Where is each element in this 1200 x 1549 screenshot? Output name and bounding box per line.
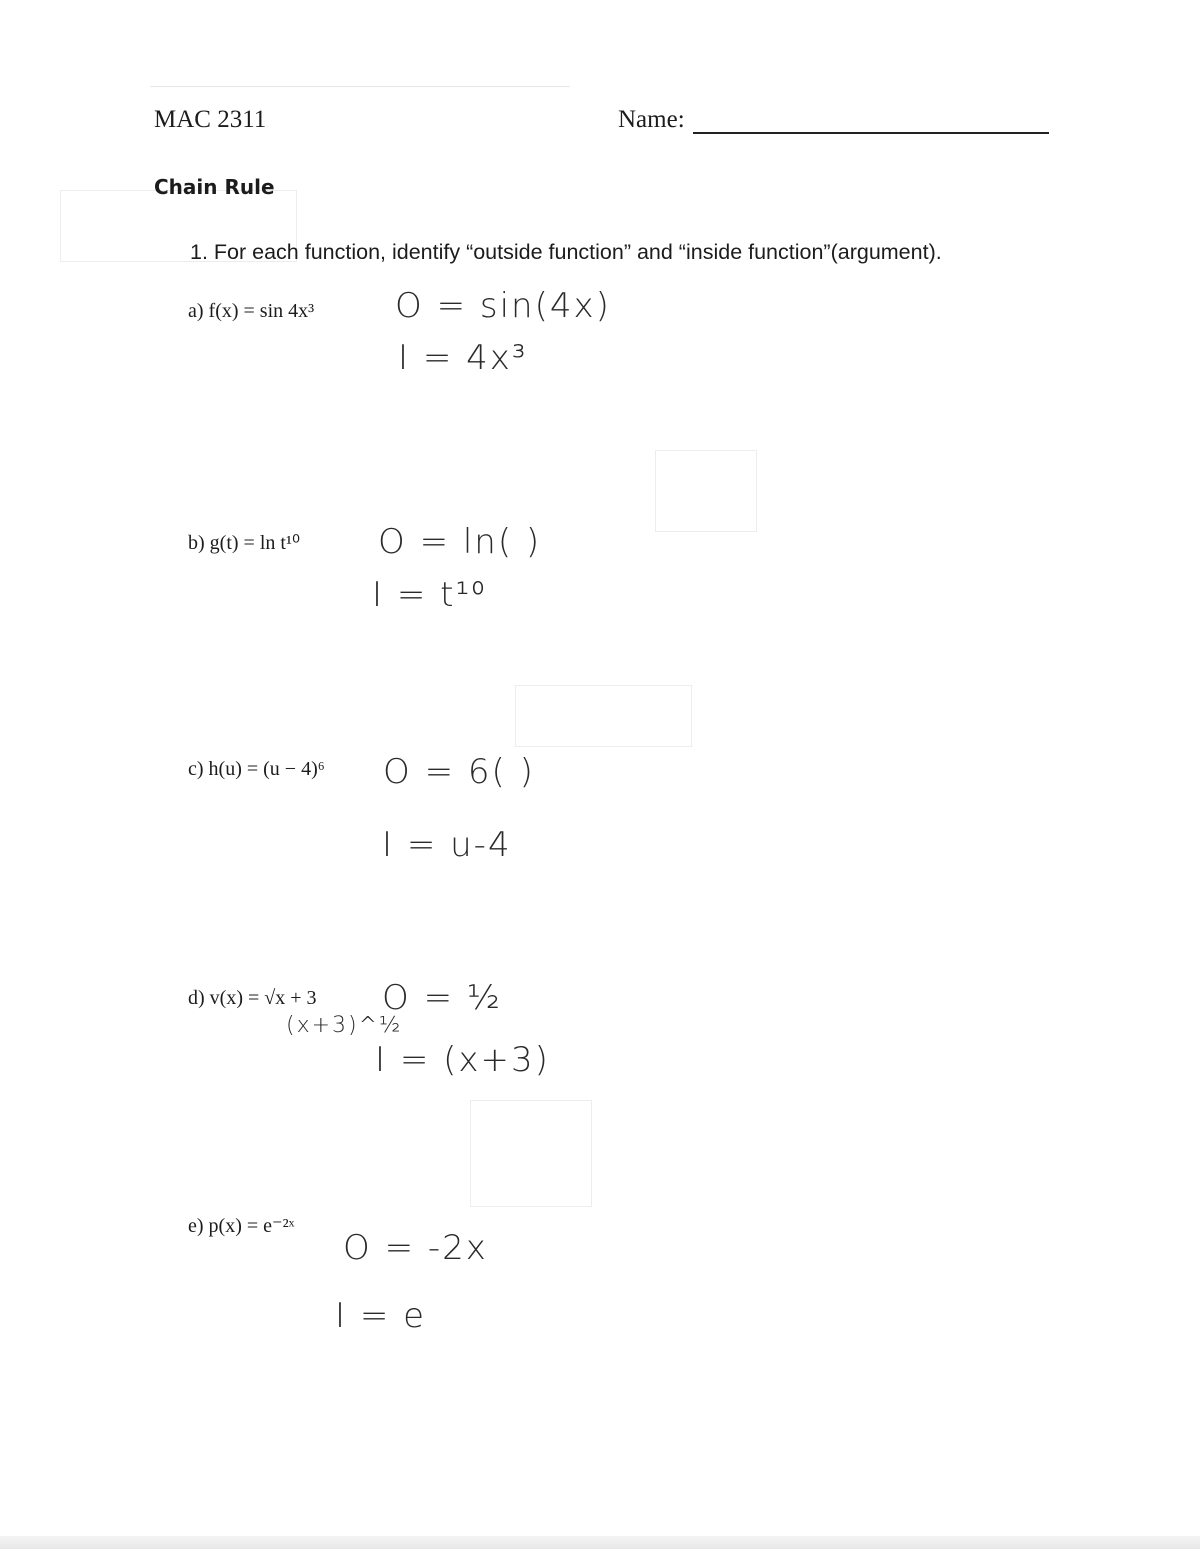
- name-underline: [693, 132, 1049, 134]
- problem-label: b): [188, 532, 205, 554]
- answer-outside-b: O = ln( ): [378, 522, 542, 562]
- problem-label: d): [188, 987, 205, 1009]
- show-through-box: [470, 1100, 592, 1207]
- answer-note-d: (x+3)^½: [286, 1013, 403, 1038]
- problem-d: [188, 987, 317, 1010]
- answer-outside-e: O = -2x: [343, 1228, 488, 1268]
- problem-label: e): [188, 1215, 204, 1237]
- show-through-box: [515, 685, 692, 747]
- question-prompt: 1. For each function, identify “outside function” and “inside function”(argument).: [190, 240, 942, 264]
- problem-function: g(t) = ln t¹⁰: [209, 532, 300, 554]
- answer-outside-a: O = sin(4x): [395, 286, 611, 326]
- problem-function: f(x) = sin 4x³: [208, 300, 315, 322]
- problem-function: h(u) = (u − 4)⁶: [208, 758, 325, 780]
- problem-c: [188, 758, 325, 781]
- problem-a: [188, 300, 314, 323]
- answer-inside-a: I = 4x³: [398, 338, 528, 378]
- problem-function: v(x) = √x + 3: [209, 987, 317, 1009]
- problem-function: p(x) = e⁻²ˣ: [208, 1215, 295, 1237]
- show-through-line: [150, 86, 570, 87]
- problem-label: a): [188, 300, 204, 322]
- name-label: Name:: [618, 106, 685, 133]
- section-title: Chain Rule: [154, 175, 275, 199]
- answer-inside-b: I = t¹⁰: [372, 575, 487, 615]
- answer-outside-c: O = 6( ): [383, 752, 535, 792]
- problem-label: c): [188, 758, 204, 780]
- answer-inside-c: I = u-4: [382, 825, 512, 865]
- course-code: MAC 2311: [154, 106, 267, 133]
- answer-outside-d: O = ½: [382, 978, 502, 1018]
- problem-b: [188, 530, 300, 555]
- problem-e: [188, 1213, 294, 1238]
- scan-bottom-edge: [0, 1536, 1200, 1549]
- show-through-box: [655, 450, 757, 532]
- answer-inside-d: I = (x+3): [375, 1040, 550, 1080]
- answer-inside-e: I = e: [335, 1296, 427, 1336]
